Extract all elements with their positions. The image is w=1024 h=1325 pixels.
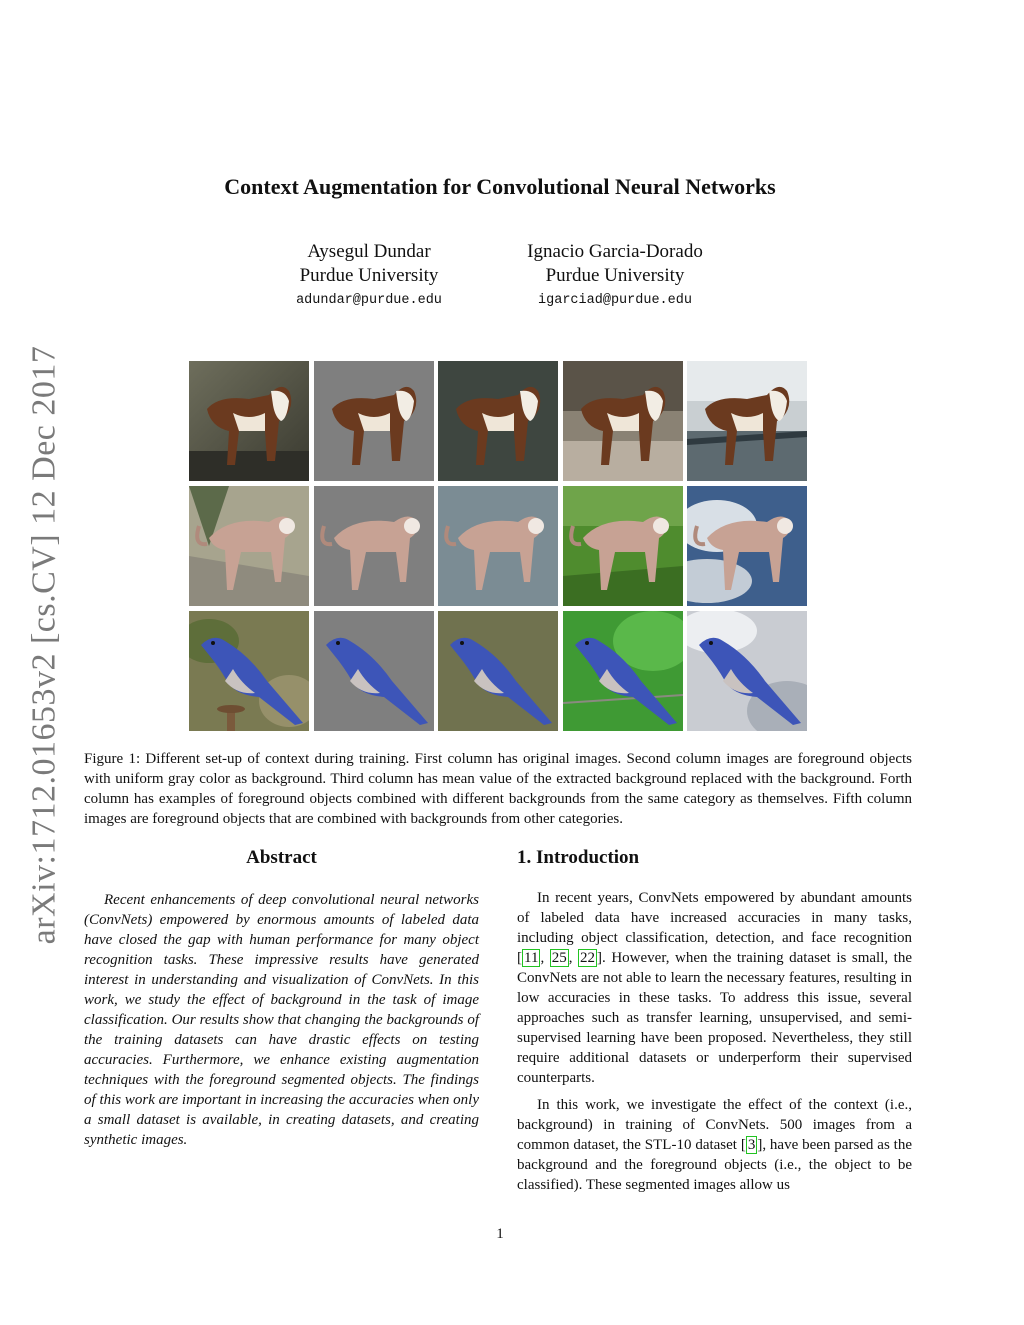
author-block (495, 240, 735, 308)
bird-other-category-background-image (687, 611, 807, 731)
author-affiliation: Purdue University (545, 265, 685, 286)
author-name: Aysegul Dundar (307, 241, 431, 262)
citation-link[interactable]: 22 (580, 950, 596, 966)
bird-mean-background-image (438, 611, 558, 731)
citation-link[interactable]: 3 (747, 1137, 756, 1153)
paragraph-text: In recent years, ConvNets empowered by abundant amounts of labeled data have increased accuracies in many tasks, including object classification, detection, and face recognition [ (517, 890, 912, 966)
monkey-mean-background-image (438, 486, 558, 606)
paper-title: Context Augmentation for Convolutional Neural Networks (224, 174, 776, 199)
paragraph-text: ]. However, when the training dataset is small, the ConvNets are not able to learn the necessary features, resulting in low accuracies in these tasks. To address this issue, several approaches such as transfer learning, unsupervised, and semi-supervised learning have been proposed. Nevertheless, they still require additional datasets or underperform their supervised counterparts. (517, 950, 912, 1086)
arxiv-identifier: arXiv:1712.01653v2 [cs.CV] 12 Dec 2017 (25, 345, 63, 945)
author-email: igarciad@purdue.edu (538, 293, 692, 308)
abstract-column (84, 846, 479, 1150)
bird-gray-background-image (314, 611, 434, 731)
author-block (249, 240, 489, 308)
citation-link[interactable]: 11 (524, 950, 539, 966)
figure-image-grid (189, 361, 807, 731)
dog-gray-background-image (314, 361, 434, 481)
introduction-heading: 1. Introduction (517, 847, 640, 868)
citation-link[interactable]: 25 (551, 950, 567, 966)
author-name: Ignacio Garcia-Dorado (527, 241, 703, 262)
arxiv-stamp (24, 345, 64, 945)
paragraph-text: ], have been parsed as the background and the foreground objects (i.e., the object to be classified). These segmented images allow us (517, 1137, 912, 1193)
paragraph-text: In this work, we investigate the effect of the context (i.e., background) in training of ConvNets. 500 images from a common dataset, the STL-10 dataset [ (517, 1097, 912, 1153)
page-number: 1 (496, 1226, 504, 1242)
author-affiliation: Purdue University (299, 265, 439, 286)
dog-same-category-background-image (563, 361, 683, 481)
introduction-paragraph (517, 1095, 912, 1195)
bird-original-image (189, 611, 309, 731)
dog-other-category-background-image (687, 361, 807, 481)
monkey-same-category-background-image (563, 486, 683, 606)
monkey-gray-background-image (314, 486, 434, 606)
abstract-heading: Abstract (246, 847, 317, 868)
dog-original-image (189, 361, 309, 481)
author-email: adundar@purdue.edu (296, 293, 442, 308)
abstract-body: Recent enhancements of deep convolutional neural networks (ConvNets) empowered by enormous amounts of labeled data have closed the gap with human performance for many object recognition tasks. These impressive results have generated interest in understanding and visualization of ConvNets. In this work, we study the effect of background in the task of image classification. Our results show that changing the backgrounds of the training datasets can have drastic effects on testing accuracies. Furthermore, we enhance existing augmentation techniques with the foreground segmented objects. The findings of this work are important in increasing the accuracies when only a small dataset is available, in creating datasets, and creating synthetic images. (84, 892, 479, 1148)
bird-same-category-background-image (563, 611, 683, 731)
dog-mean-background-image (438, 361, 558, 481)
monkey-original-image (189, 486, 309, 606)
monkey-other-category-background-image (687, 486, 807, 606)
introduction-paragraph: In recent years, ConvNets empowered by abundant amounts of labeled data have increased accuracies in many tasks, including object classification, detection, and face recognition [ 11 , 25 , 22 ]. However, when the training dataset is small, the ConvNets are not able to learn the necessary features, resulting in low accuracies in these tasks. To address this issue, several approaches such as transfer learning, unsupervised, and semi-supervised learning have been proposed. Nevertheless, they still require additional datasets or underperform their supervised counterparts. (517, 890, 912, 1086)
introduction-column (517, 846, 912, 1195)
figure-caption: Figure 1: Different set-up of context during training. First column has original images. Second column images are foreground objects with uniform gray color as background. Third column has mean value of the extracted background replaced with the background. Forth column has examples of foreground objects combined with different backgrounds from the same category as themselves. Fifth column images are foreground objects that are combined with backgrounds from other categories. (84, 751, 912, 827)
